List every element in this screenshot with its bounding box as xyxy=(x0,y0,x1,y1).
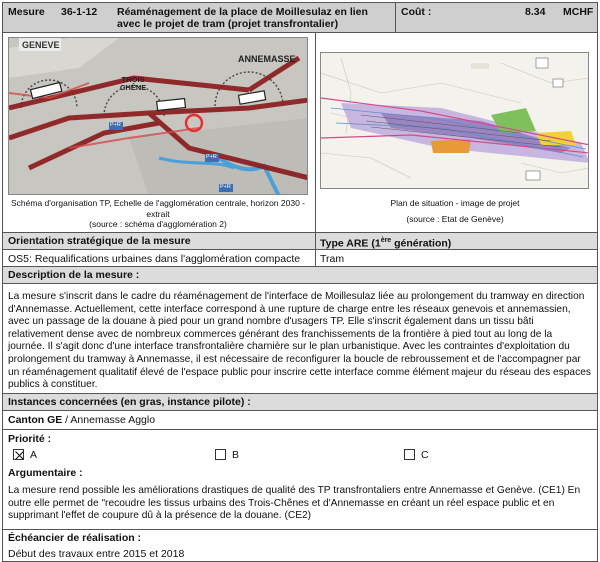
trois-chene-label: TROIS CHÊNE xyxy=(120,75,147,92)
priority-option-c: C xyxy=(421,449,429,461)
project-site-plan xyxy=(320,52,589,189)
cost-label: Coût : xyxy=(401,6,432,18)
priority-option-a: A xyxy=(30,449,38,461)
orientation-value-row xyxy=(3,250,597,267)
park-ride-label: P+R xyxy=(220,184,231,190)
priority-label: Priorité : xyxy=(8,433,52,445)
orientation-header-row xyxy=(3,233,597,250)
echeancier-label: Échéancier de réalisation : xyxy=(8,532,142,544)
annemasse-label: ANNEMASSE xyxy=(238,54,296,64)
park-ride-label: P+R xyxy=(206,154,217,160)
orientation-label: Orientation stratégique de la mesure xyxy=(8,235,191,247)
type-are-label: Type ARE (1ère génération) xyxy=(320,237,452,250)
caption-line: extrait xyxy=(146,208,170,219)
orientation-value: OS5: Requalifications urbaines dans l'agglomération compacte xyxy=(8,253,301,265)
instances-header xyxy=(3,394,597,411)
cost-unit: MCHF xyxy=(563,6,594,18)
measure-sheet xyxy=(2,2,598,562)
instances-label: Instances concernées (en gras, instance pilote) : xyxy=(8,396,251,408)
mesure-code: 36-1-12 xyxy=(61,6,98,18)
orientation-divider xyxy=(315,250,316,266)
description-text: La mesure s'inscrit dans le cadre du réaménagement de l'interface de Moillesulaz liée au prolongement du tramway en direction d'Annemasse. Actuellement, cette interface correspond à une rupture de charge entre les réseaux genevois et annemassien, avec un passage de la douane à pied pour un grand nombre d'usagers TP. Elle s'inscrit également dans un tissu bâti relativement dense avec de nombreux commerces générant des franchissements de la frontière à pied tout au long de la journée. Il s'agit donc d'une interface transfrontalière charnière sur le plan urbanistique. Avec les contraintes d'exploitation du prolongement du tramway à Annemasse, il est nécessaire de reconfigurer la boucle de rebroussement et de l'accompagner par un réaménagement qualitatif élevé de l'espace public pour inscrire cette interface comme élément majeur du réseau des espaces publics à constituer. xyxy=(8,291,591,391)
instances-value xyxy=(8,414,155,427)
echeancier-value: Début des travaux entre 2015 et 2018 xyxy=(8,548,185,560)
caption-line: (source : schéma d'agglomération 2) xyxy=(89,219,227,229)
argumentaire-label: Argumentaire : xyxy=(8,467,83,479)
priority-section xyxy=(3,430,597,466)
priority-checkbox-c[interactable] xyxy=(404,449,415,460)
argumentaire-text: La mesure rend possible les améliorations drastiques de qualité des TP transfrontaliers entre Annemasse et Genève. (CE1) En outre elle permet de "recoudre les tissus urbains des Trois-Chênes et d'Annemasse en créant un réel espace public et en supprimant l'effet de coupure dû à la présence de la douane. (CE2) xyxy=(8,485,581,522)
priority-option-b: B xyxy=(232,449,240,461)
other-instances: / Annemasse Agglo xyxy=(62,414,156,426)
priority-checkbox-b[interactable] xyxy=(215,449,226,460)
caption-line: Schéma d'organisation TP, Echelle de l'agglomération centrale, horizon 2030 - xyxy=(10,198,305,208)
argumentaire-section xyxy=(3,466,597,530)
priority-checkbox-a[interactable] xyxy=(13,449,24,460)
header-divider xyxy=(395,3,396,32)
cost-value: 8.34 xyxy=(525,6,546,18)
park-ride-label: P+R xyxy=(110,122,121,128)
description-body xyxy=(3,284,597,394)
instances-body xyxy=(3,411,597,430)
images-divider xyxy=(315,33,316,232)
echeancier-section xyxy=(3,530,597,561)
tp-organisation-map xyxy=(8,37,308,195)
pilot-instance: Canton GE xyxy=(8,414,63,426)
right-map-caption xyxy=(321,198,589,224)
images-row xyxy=(3,33,597,233)
description-header xyxy=(3,267,597,284)
geneve-label: GENEVE xyxy=(22,40,60,50)
mesure-label: Mesure xyxy=(8,6,45,18)
description-label: Description de la mesure : xyxy=(8,269,140,281)
caption-line: Plan de situation - image de projet xyxy=(390,198,520,208)
orientation-divider xyxy=(315,233,316,249)
type-are-value: Tram xyxy=(320,253,345,265)
caption-line: (source : Etat de Genève) xyxy=(406,213,504,224)
measure-title: Réaménagement de la place de Moillesulaz en lien avec le projet de tram (projet transfrontalier) xyxy=(117,6,368,30)
header-row xyxy=(3,3,597,33)
left-map-caption xyxy=(7,198,309,230)
